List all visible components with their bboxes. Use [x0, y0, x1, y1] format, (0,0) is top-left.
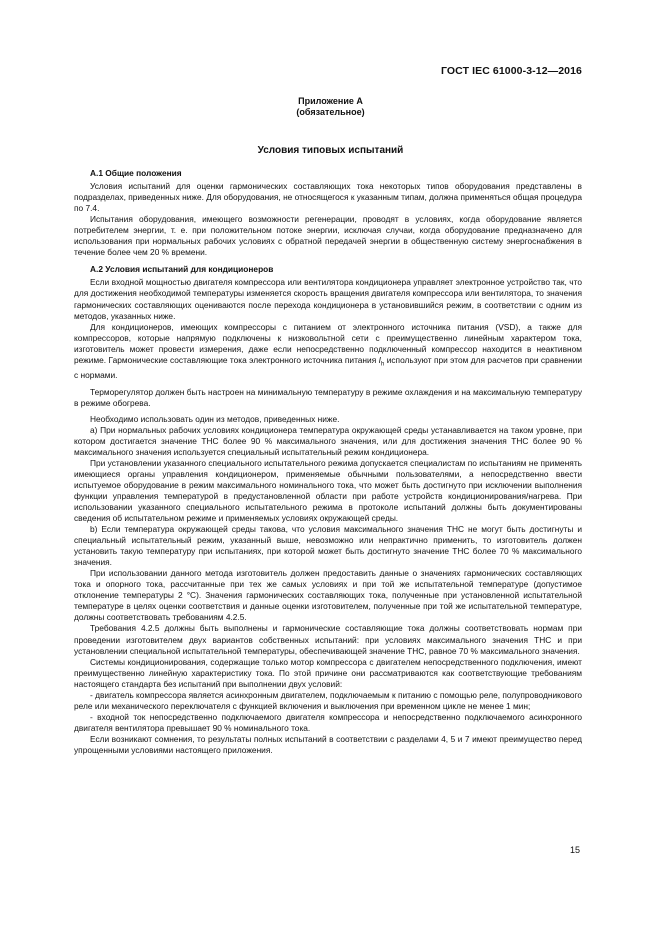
current-subscript: h: [380, 361, 385, 368]
paragraph: Терморегулятор должен быть настроен на минимальную температуру в режиме охлаждения и на максимальную температуру в режиме обогрева.: [74, 386, 582, 408]
paragraph: Испытания оборудования, имеющего возможности регенерации, проводят в условиях, когда оборудование является потребителем энергии, т. е. при положительном потоке энергии, исключая случаи, когда оборудование предназначено для использования при нормальных рабочих условиях с обратной передачей энергии в общественную систему энергоснабжения в течение более чем 20 % времени.: [74, 214, 582, 258]
text-run: используют при этом для расчетов при сравнении с нормами.: [74, 354, 582, 381]
page-number: 15: [569, 845, 580, 855]
document-body: [74, 167, 582, 756]
paragraph: b) Если температура окружающей среды такова, что условия максимального значения ТНС не могут быть достигнуты и специальный испытательный режим, указанный выше, невозможно или непрактично применить, то изготовитель должен установить такую температуру при испытаниях, при которой может быть достигнуто значение ТНС более 70 % максимального значения.: [74, 524, 582, 568]
paragraph: При установлении указанного специального испытательного режима допускается специалистам по испытаниям не применять имеющиеся органы управления кондиционером, применяемые обычными пользователями, а непосредственно ввести испытуемое оборудование в режим максимального номинального тока, что может быть достигнуто при исключении выполнения функции управления температурой в предустановленной области при работе устройств кондиционирования/нагрева. При использовании указанного специального испытательного режима в протоколе испытаний должны быть документированы сведения об испытательном режиме и применяемых условиях окружающей среды.: [74, 457, 582, 524]
paragraph: Если возникают сомнения, то результаты полных испытаний в соответствии с разделами 4, 5 и 7 имеют преимущество перед упрощенными условиями настоящего приложения.: [74, 733, 582, 755]
paragraph: Условия испытаний для оценки гармонических составляющих тока некоторых типов оборудования представлены в подразделах, приведенных ниже. Для оборудования, не относящегося к указанным типам, должна применяться общая процедура по 7.4.: [74, 181, 582, 214]
annex-heading: Условия типовых испытаний: [257, 145, 404, 156]
paragraph: При использовании данного метода изготовитель должен предоставить данные о значениях гармонических составляющих тока и опорного тока, рассчитанные при тех же самых условиях и при той же испытательной температуре (допустимое отклонение температуры 2 °С). Значения гармонических составляющих тока, полученные при установленной испытательной температуре в целях оценки соответствия и данные оценки изготовителем, полученные при той же испытательной температуре, должны соответствовать требованиям 4.2.5.: [74, 568, 582, 623]
section-a2-title: А.2 Условия испытаний для кондиционеров: [90, 264, 274, 275]
paragraph: Необходимо использовать один из методов, приведенных ниже.: [90, 413, 340, 424]
paragraph-vsd: [74, 322, 582, 382]
section-a1-title: А.1 Общие положения: [90, 168, 182, 178]
annex-type: (обязательное): [296, 107, 365, 117]
annex-title: Приложение А: [298, 96, 363, 106]
paragraph: Требования 4.2.5 должны быть выполнены и гармонические составляющие тока должны соответствовать нормам при проведении изготовителем двух вариантов собственных испытаний: при условиях максимального значения ТНС и при установлении специальной испытательной температуры, обеспечивающей значение ТНС, равное 70 % максимального значения.: [74, 623, 582, 656]
paragraph: Системы кондиционирования, содержащие только мотор компрессора с двигателем непосредственного подключения, имеют преимущественно линейную характеристику тока. По этой причине они рассматриваются как соответствующие требованиям настоящего стандарта без испытаний при выполнении двух условий:: [74, 656, 582, 689]
list-item: - двигатель компрессора является асинхронным двигателем, подключаемым к питанию с помощью реле, полупроводникового реле или механического переключателя с функцией включения и выключения при временном цикле не менее 1 мин;: [74, 689, 582, 711]
list-item: - входной ток непосредственно подключаемого двигателя компрессора и непосредственно подключаемого асинхронного двигателя вентилятора превышает 90 % номинального тока.: [74, 711, 582, 733]
paragraph: а) При нормальных рабочих условиях кондиционера температура окружающей среды устанавливается на таком уровне, при котором достигается значение ТНС более 90 % максимального значения, или для достижения значения ТНС более 90 % максимального значения используется специальный испытательный режим кондиционера.: [74, 424, 582, 457]
text-run: Для кондиционеров, имеющих компрессоры с питанием от электронного источника питания (VSD), а также для компрессоров, которые напрямую подключены к низковольтной сети с преимущественно линейным характером тока, изготовитель может провести измерения, даже если непосредственно подключенный компрессор находится в неактивном режиме. Гармонические составляющие тока электронного источника питания: [74, 321, 582, 365]
standard-designation: ГОСТ IEC 61000-3-12—2016: [440, 65, 582, 77]
current-symbol: I: [378, 354, 381, 365]
paragraph: Если входной мощностью двигателя компрессора или вентилятора кондиционера управляет электронное устройство так, что для достижения необходимой температуры изменяется скорость вращения двигателя компрессора или вентилятора, то значения гармонических составляющих оцениваются после перехода кондиционера в установившийся режим, в соответствии с одним из методов, указанных ниже.: [74, 277, 582, 321]
